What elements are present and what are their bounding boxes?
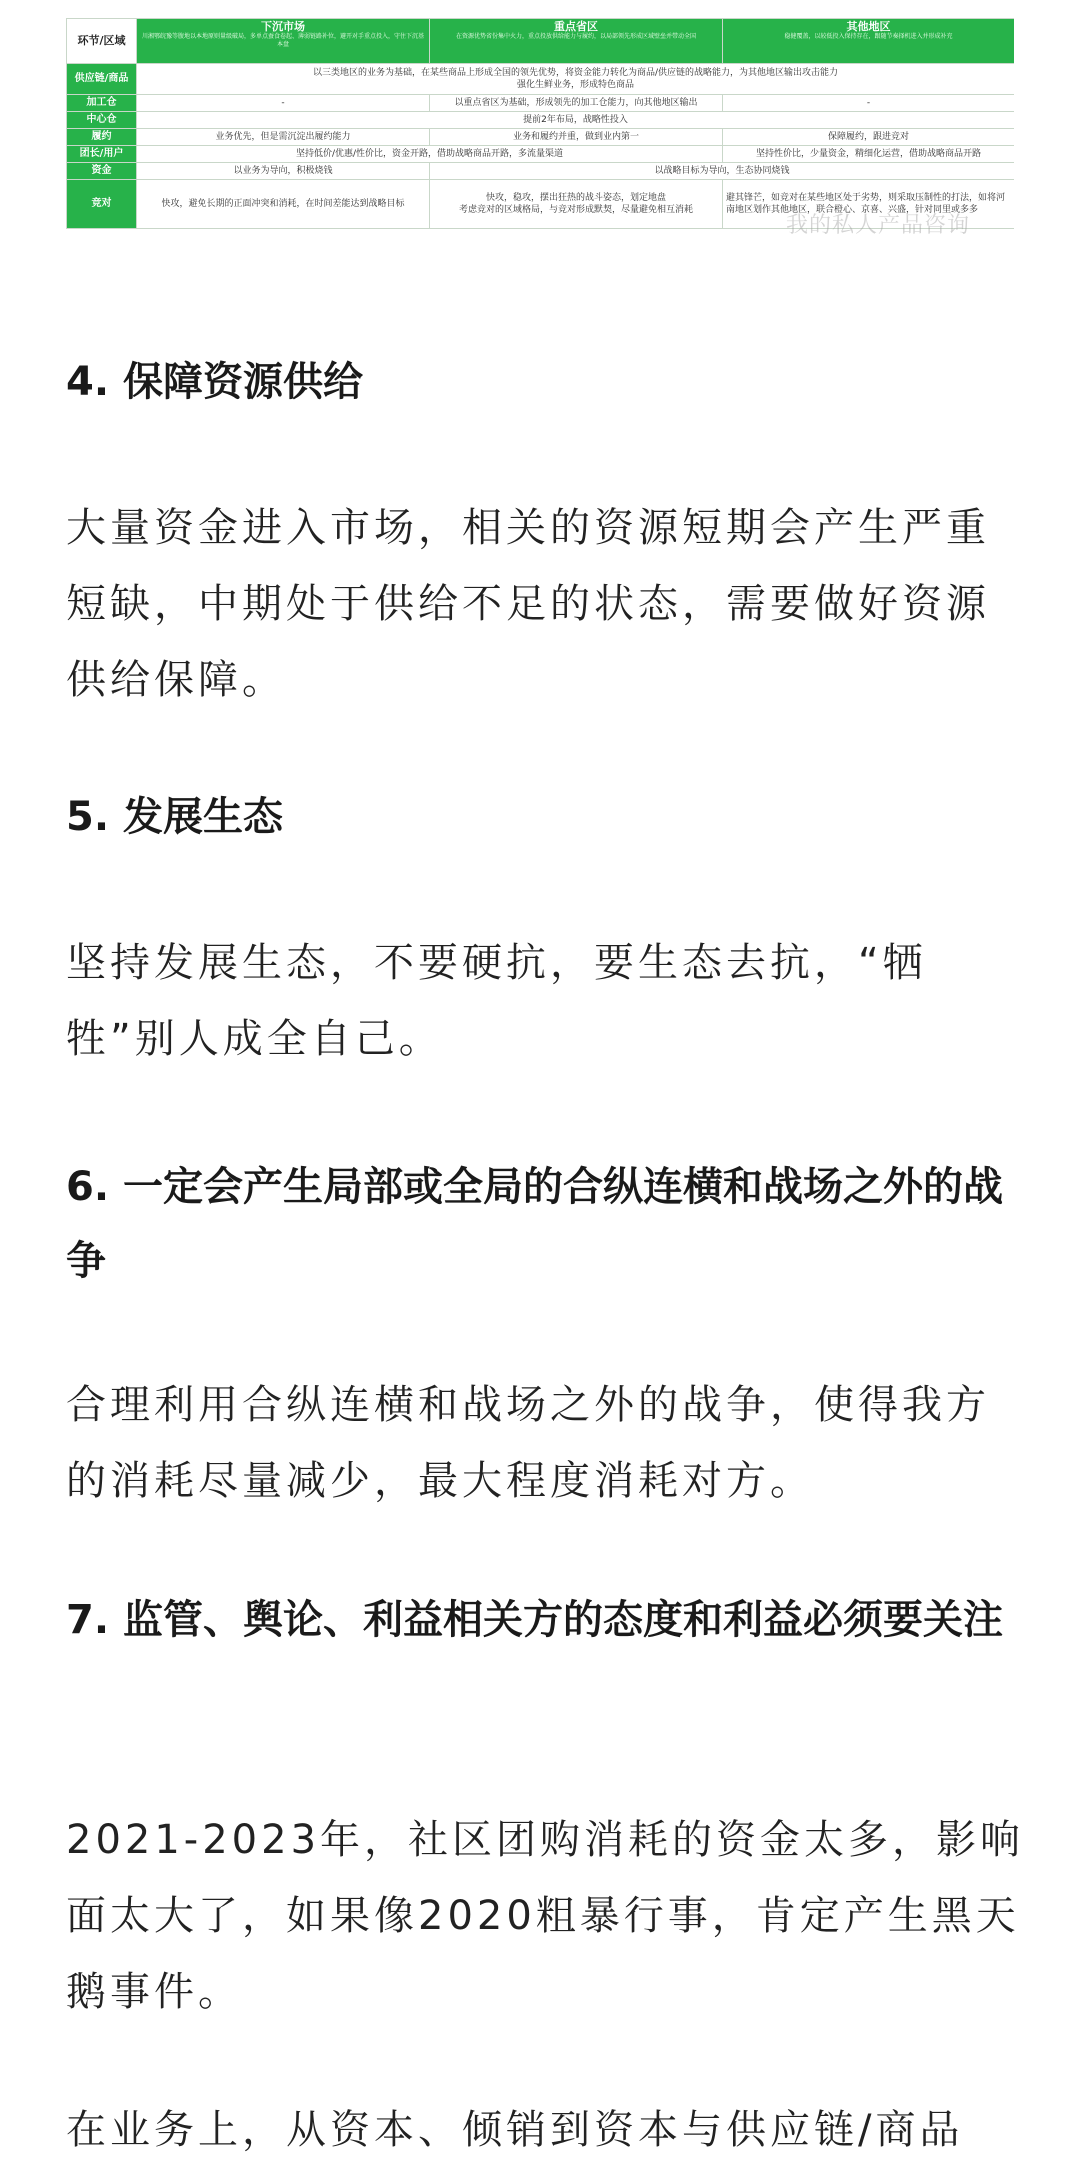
table-cell: 快攻，避免长期的正面冲突和消耗，在时间差能达到战略目标 bbox=[137, 180, 430, 229]
section-heading-5: 5. 发展生态 bbox=[66, 794, 283, 840]
section-heading-4: 4. 保障资源供给 bbox=[66, 359, 363, 405]
strategy-table bbox=[66, 18, 1014, 229]
table-row bbox=[67, 64, 1015, 95]
table-cell: 避其锋芒，如竞对在某些地区处于劣势，则采取压制性的打法，如将河南地区划作其他地区，联合橙心、京喜、兴盛，针对同里或多多 bbox=[723, 180, 1015, 229]
paragraph-8: 在业务上，从资本、倾销到资本与供应链/商品 bbox=[66, 2107, 964, 2153]
column-desc: 稳健覆盖，以较低投入保持存在，跟随节奏择机进入并形成补充 bbox=[784, 33, 953, 40]
table-cell: - bbox=[723, 95, 1015, 112]
table-cell: 坚持低价/优惠/性价比，资金开路，借助战略商品开路，多流量渠道 bbox=[137, 146, 723, 163]
row-label: 团长/用户 bbox=[67, 146, 137, 163]
row-label: 履约 bbox=[67, 129, 137, 146]
column-header-xiachen bbox=[137, 19, 430, 64]
image-watermark: 我的私人产品咨询 bbox=[785, 213, 970, 238]
table-cell: 坚持性价比，少量资金，精细化运营，借助战略商品开路 bbox=[723, 146, 1015, 163]
table-cell: 以战略目标为导向，生态协同烧钱 bbox=[430, 163, 1015, 180]
table-cell: 业务和履约并重，做到业内第一 bbox=[430, 129, 723, 146]
table-header-row bbox=[67, 19, 1015, 64]
strategy-table-image bbox=[66, 18, 1014, 252]
column-header-zhongdian bbox=[430, 19, 723, 64]
table-cell: 以业务为导向，积极烧钱 bbox=[137, 163, 430, 180]
section-heading-7: 7. 监管、舆论、利益相关方的态度和利益必须要关注 bbox=[66, 1597, 1003, 1643]
cell-line: 强化生鲜业务，形成特色商品 bbox=[516, 80, 634, 90]
table-cell bbox=[430, 180, 723, 229]
table-cell: 保障履约，跟进竞对 bbox=[723, 129, 1015, 146]
column-name: 其他地区 bbox=[846, 20, 891, 33]
table-cell: 业务优先，但是需沉淀出履约能力 bbox=[137, 129, 430, 146]
table-corner-label: 环节/区域 bbox=[67, 19, 137, 64]
column-desc: 川湘鄂皖豫等腹地以本地原则量级破局，多单点蚕食卷起、薄弱链路补位，避开对手重点投入，守住下沉基本盘 bbox=[141, 33, 424, 48]
cell-line: 以三类地区的业务为基础，在某些商品上形成全国的领先优势，将资金能力转化为商品/供应链的战略能力，为其他地区输出攻击能力 bbox=[312, 68, 839, 78]
table-cell: - bbox=[137, 95, 430, 112]
row-label: 资金 bbox=[67, 163, 137, 180]
table-row bbox=[67, 112, 1015, 129]
cell-line: 考虑竞对的区域格局，与竞对形成默契，尽量避免相互消耗 bbox=[458, 205, 693, 215]
section-heading-6: 6. 一定会产生局部或全局的合纵连横和战场之外的战争 bbox=[66, 1164, 1003, 1284]
table-cell: 提前2年布局，战略性投入 bbox=[137, 112, 1015, 129]
column-name: 下沉市场 bbox=[261, 20, 305, 33]
cell-line: 快攻，稳攻，摆出狂热的战斗姿态，划定地盘 bbox=[485, 193, 666, 203]
row-label: 中心仓 bbox=[67, 112, 137, 129]
row-label: 供应链/商品 bbox=[67, 64, 137, 95]
table-row bbox=[67, 129, 1015, 146]
paragraph-4: 大量资金进入市场，相关的资源短期会产生严重短缺，中期处于供给不足的状态，需要做好资源供给保障。 bbox=[66, 505, 990, 703]
table-cell: 以重点省区为基础，形成领先的加工仓能力，向其他地区输出 bbox=[430, 95, 723, 112]
row-label: 竞对 bbox=[67, 180, 137, 229]
table-cell bbox=[137, 64, 1015, 95]
paragraph-6: 合理利用合纵连横和战场之外的战争，使得我方的消耗尽量减少，最大程度消耗对方。 bbox=[66, 1382, 990, 1504]
paragraph-5: 坚持发展生态，不要硬抗，要生态去抗，“牺牲”别人成全自己。 bbox=[66, 940, 927, 1062]
table-row bbox=[67, 163, 1015, 180]
column-name: 重点省区 bbox=[554, 20, 598, 33]
row-label: 加工仓 bbox=[67, 95, 137, 112]
column-header-qita bbox=[723, 19, 1015, 64]
column-desc: 在资源优势省份集中火力，重点投放供给能力与履约，以局部领先形成区域壁垒并带动全国 bbox=[455, 33, 696, 40]
paragraph-7: 2021-2023年，社区团购消耗的资金太多，影响面太大了，如果像2020粗暴行事，肯定产生黑天鹅事件。 bbox=[66, 1817, 1025, 2015]
table-row bbox=[67, 95, 1015, 112]
table-row bbox=[67, 146, 1015, 163]
